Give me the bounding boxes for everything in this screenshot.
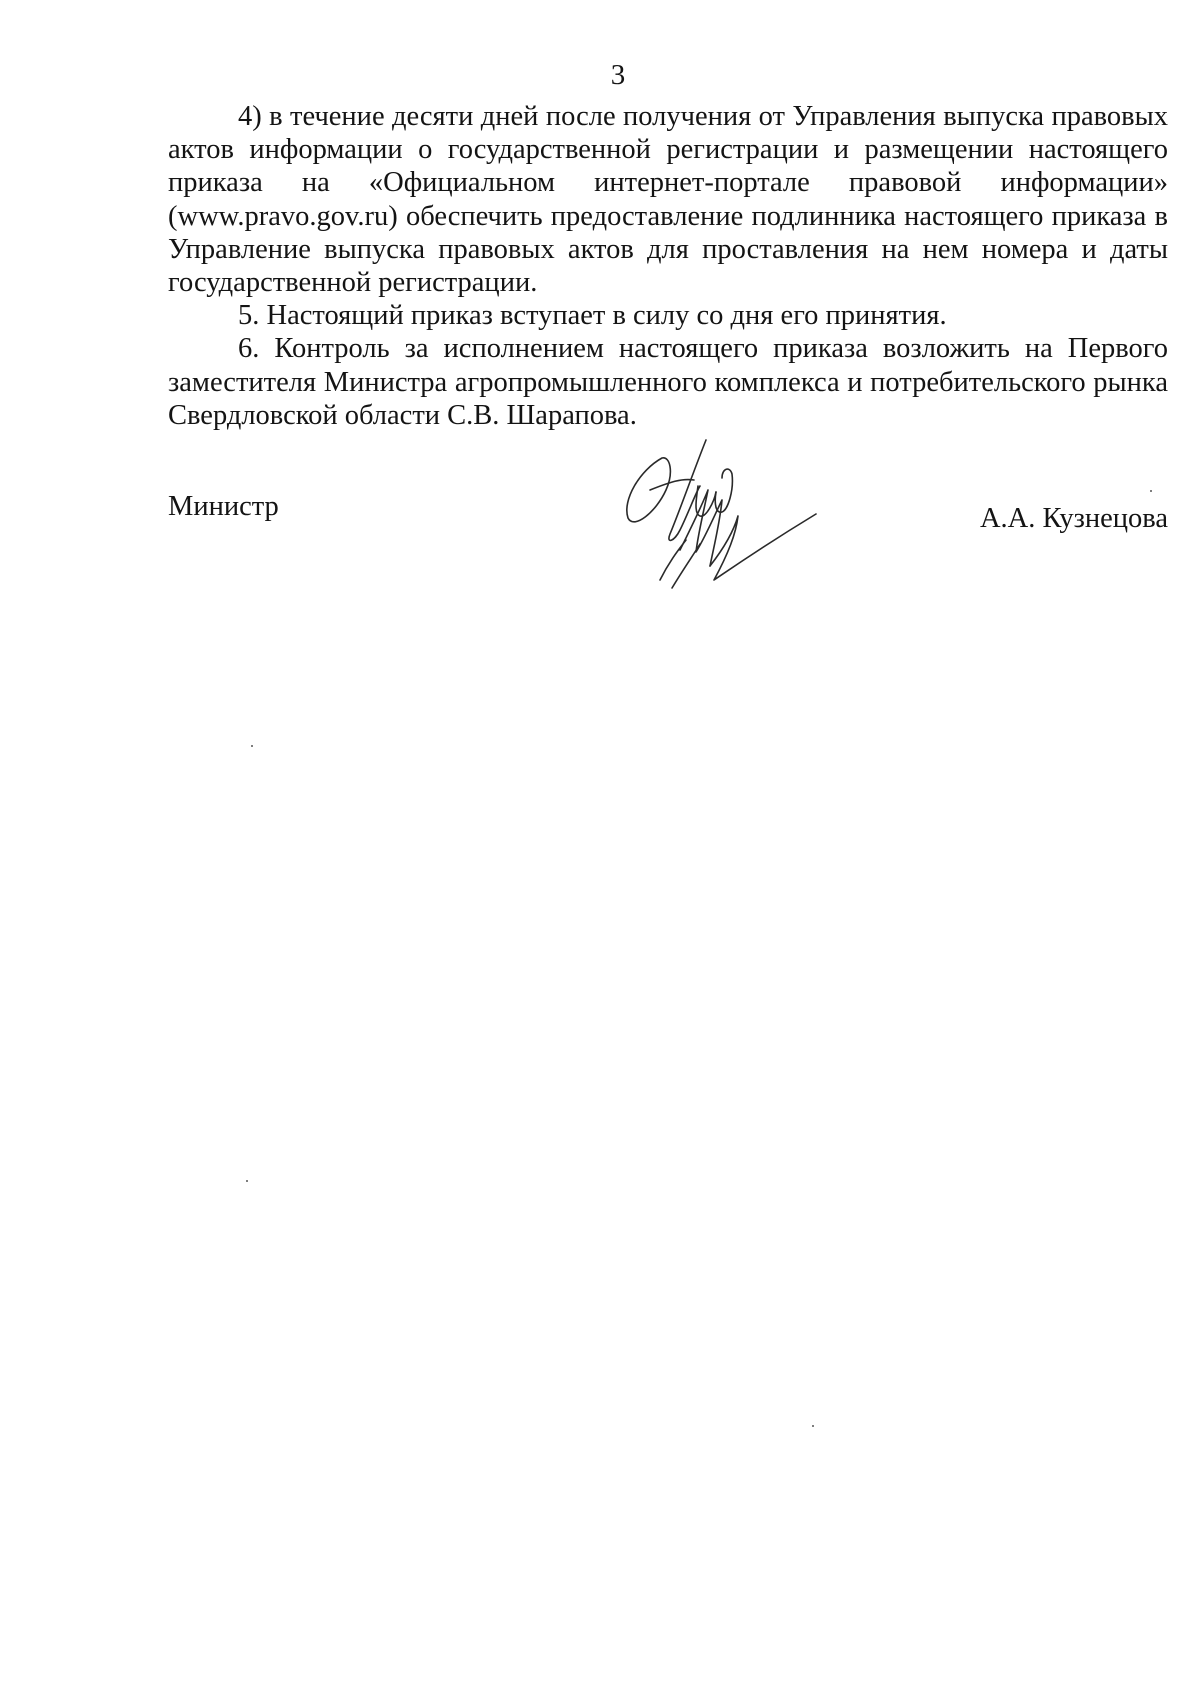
handwritten-signature-icon (610, 430, 850, 620)
scan-speck (251, 745, 253, 747)
paragraph-item-6: 6. Контроль за исполнением настоящего приказа возложить на Первого заместителя Министра агропромышленного комплекса и потребительского рынка Свердловской области С.В. Шарапова. (168, 333, 1168, 431)
scan-speck (246, 1180, 248, 1182)
paragraph-item-4: 4) в течение десяти дней после получения от Управления выпуска правовых актов информации о государственной регистрации и размещении настоящего приказа на «Официальном интернет-портале правовой информации» (www.pravo.gov.ru) обеспечить предоставление подлинника настоящего приказа в Управление выпуска правовых актов для проставления на нем номера и даты государственной регистрации. (168, 101, 1168, 299)
signatory-title: Министр (168, 491, 279, 522)
paragraph-item-5: 5. Настоящий приказ вступает в силу со дня его принятия. (238, 300, 947, 332)
scan-speck (812, 1425, 814, 1427)
signatory-name: А.А. Кузнецова (979, 503, 1168, 534)
page-number: 3 (610, 59, 626, 91)
scan-speck (1150, 490, 1152, 492)
document-body (168, 100, 1168, 432)
